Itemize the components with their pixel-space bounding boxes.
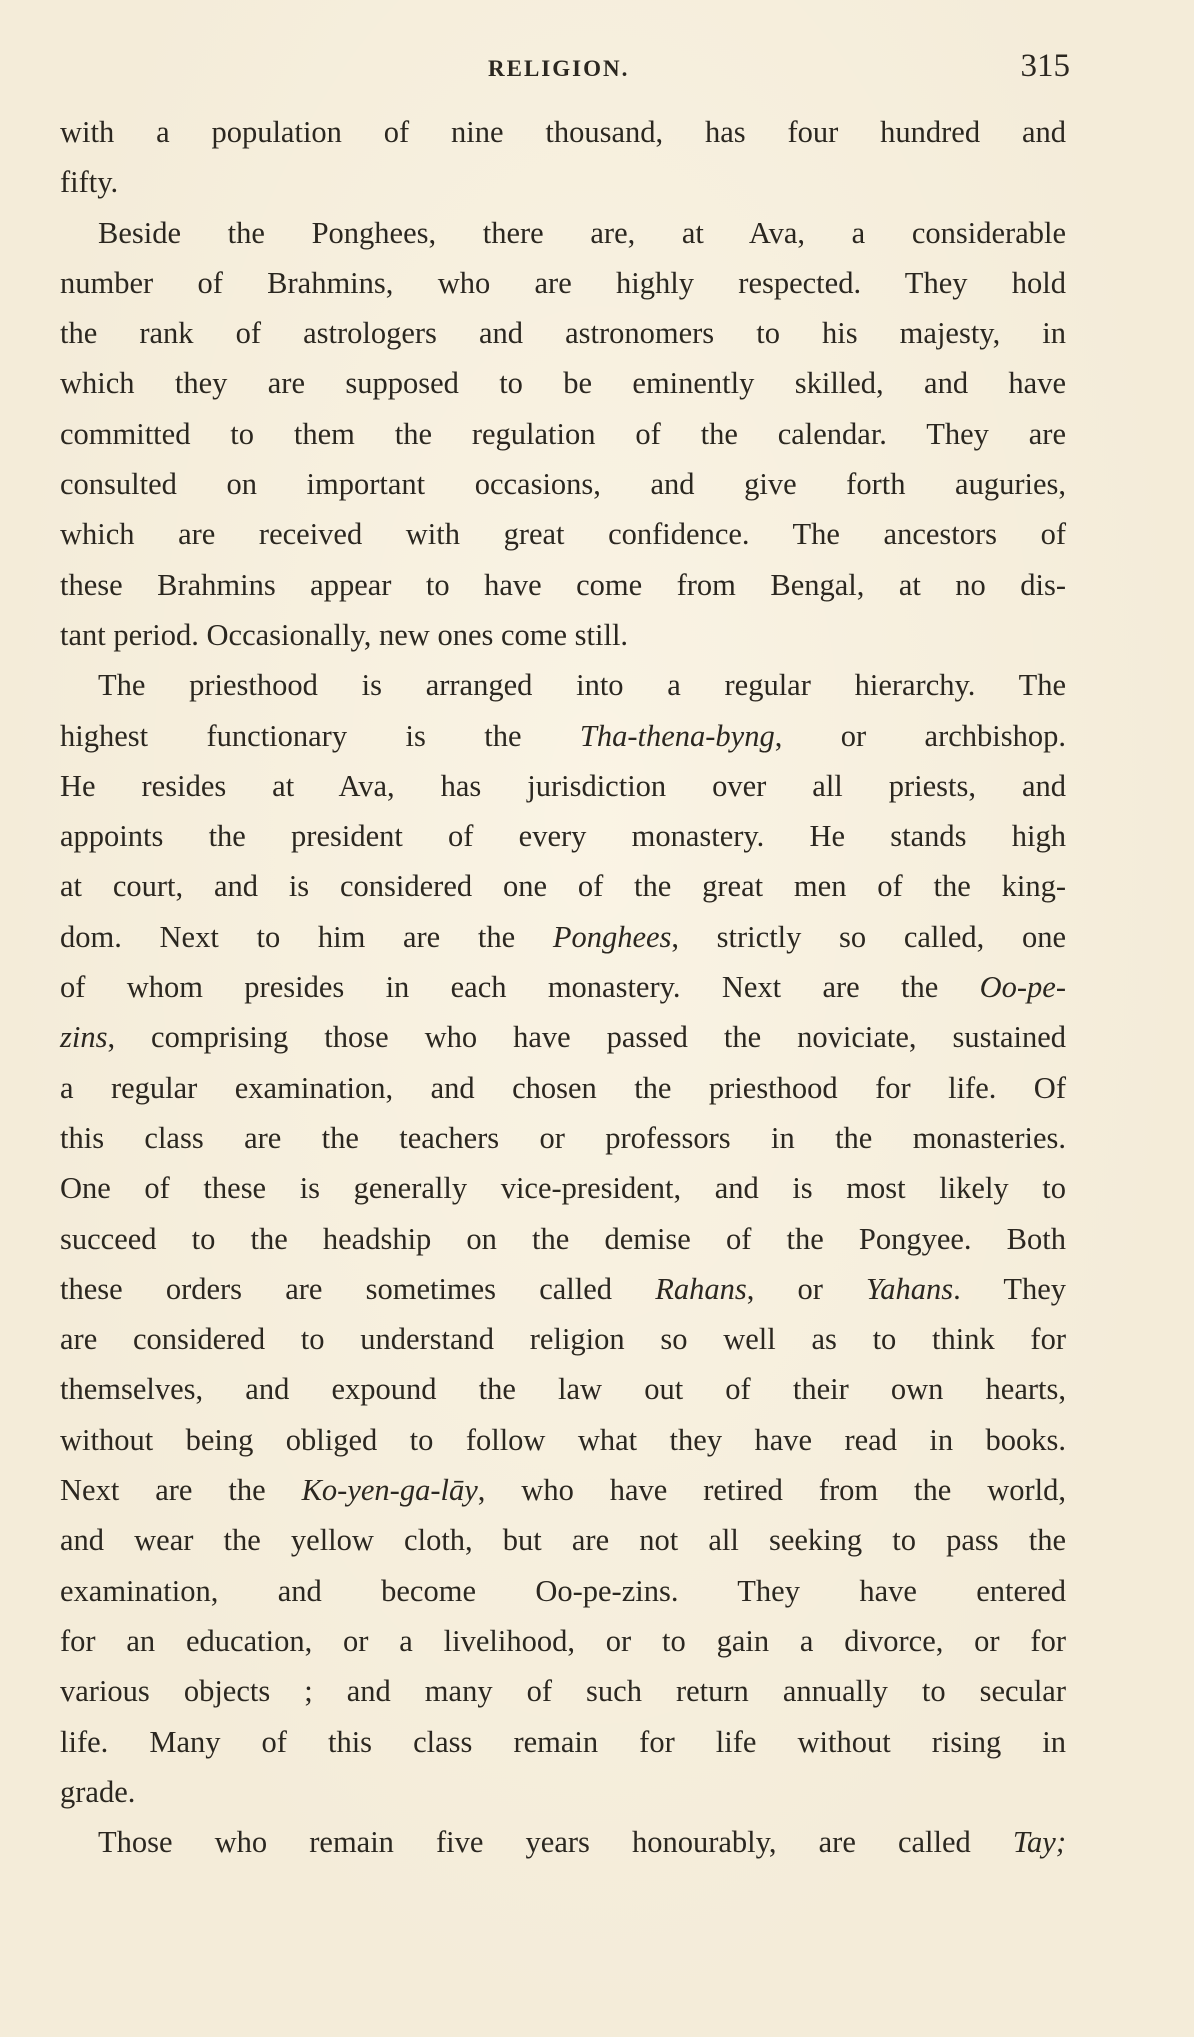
text-run: Next are the	[60, 1473, 302, 1508]
text-line	[60, 610, 1066, 660]
text-run: number of Brahmins, who are highly respected. They hold	[60, 265, 1066, 300]
text-run: , or archbishop.	[774, 718, 1066, 753]
text-run: this class are the teachers or professors in the monasteries.	[60, 1120, 1066, 1155]
text-run: at court, and is considered one of the great men of the king-	[60, 869, 1066, 904]
text-line	[60, 1767, 1066, 1817]
text-line	[60, 358, 1066, 408]
text-run: of whom presides in each monastery. Next are the	[60, 970, 980, 1005]
text-run: One of these is generally vice-president, and is most likely to	[60, 1171, 1066, 1206]
text-line	[60, 711, 1066, 761]
text-run: , who have retired from the world,	[477, 1473, 1066, 1508]
text-line	[60, 258, 1066, 308]
text-run: appoints the president of every monastery. He stands high	[60, 819, 1066, 854]
italic-term: Oo-pe-	[979, 970, 1066, 1005]
text-line	[60, 409, 1066, 459]
text-line	[60, 1666, 1066, 1716]
italic-term: Tha-thena-byng	[579, 718, 775, 753]
text-run: fifty.	[60, 165, 119, 200]
text-line	[60, 1314, 1066, 1364]
text-run: with a population of nine thousand, has four hundred and	[60, 115, 1066, 149]
text-line	[60, 157, 1066, 207]
italic-term: Tay;	[1012, 1825, 1066, 1860]
text-run: themselves, and expound the law out of their own hearts,	[60, 1372, 1066, 1407]
text-run: He resides at Ava, has jurisdiction over all priests, and	[60, 768, 1066, 803]
text-run: . They	[953, 1271, 1066, 1306]
italic-term: Yahans	[866, 1271, 954, 1306]
text-run: grade.	[60, 1774, 136, 1809]
text-run: , comprising those who have passed the noviciate, sustained	[107, 1020, 1066, 1055]
text-run: , or	[746, 1271, 867, 1306]
text-line	[60, 962, 1066, 1012]
running-head-title: RELIGION.	[488, 56, 630, 81]
text-line	[60, 459, 1066, 509]
text-run: various objects ; and many of such return annually to secular	[60, 1674, 1066, 1709]
text-line	[60, 308, 1066, 358]
text-line	[60, 912, 1066, 962]
text-run: which are received with great confidence. The ancestors of	[60, 517, 1066, 552]
body-text	[60, 107, 1066, 1867]
text-run: examination, and become Oo-pe-zins. They have entered	[60, 1573, 1066, 1608]
text-line	[60, 1063, 1066, 1113]
text-run: , strictly so called, one	[671, 919, 1066, 954]
text-run: which they are supposed to be eminently skilled, and have	[60, 366, 1066, 401]
text-line	[60, 208, 1066, 258]
italic-term: Ko-yen-ga-lāy	[301, 1473, 478, 1508]
text-line	[60, 1113, 1066, 1163]
text-line	[60, 861, 1066, 911]
text-run: dom. Next to him are the	[60, 919, 553, 954]
text-line	[60, 811, 1066, 861]
italic-term: zins	[60, 1020, 108, 1055]
text-run: these Brahmins appear to have come from Bengal, at no dis-	[60, 567, 1066, 602]
text-line	[60, 1214, 1066, 1264]
text-line	[60, 1515, 1066, 1565]
text-run: highest functionary is the	[60, 718, 580, 753]
text-run: the rank of astrologers and astronomers to his majesty, in	[60, 316, 1066, 351]
italic-term: Rahans	[655, 1271, 747, 1306]
page-number: 315	[1020, 48, 1070, 84]
text-run: and wear the yellow cloth, but are not all seeking to pass the	[60, 1523, 1066, 1558]
text-line	[60, 1465, 1066, 1515]
text-line	[60, 1264, 1066, 1314]
text-run: committed to them the regulation of the calendar. They are	[60, 416, 1066, 451]
text-run: these orders are sometimes called	[60, 1271, 656, 1306]
text-line	[60, 107, 1066, 157]
text-line	[60, 1415, 1066, 1465]
text-line	[60, 1817, 1066, 1867]
text-run: Those who remain five years honourably, are called	[98, 1825, 1013, 1860]
text-line	[60, 1717, 1066, 1767]
text-line	[60, 761, 1066, 811]
text-line	[60, 1163, 1066, 1213]
text-run: consulted on important occasions, and give forth auguries,	[60, 467, 1066, 502]
text-run: for an education, or a livelihood, or to gain a divorce, or for	[60, 1623, 1066, 1658]
text-line	[60, 660, 1066, 710]
text-line	[60, 1012, 1066, 1062]
text-line	[60, 560, 1066, 610]
text-run: a regular examination, and chosen the priesthood for life. Of	[60, 1070, 1066, 1105]
italic-term: Ponghees	[552, 919, 672, 954]
text-line	[60, 509, 1066, 559]
running-head	[60, 48, 1070, 92]
text-line	[60, 1616, 1066, 1666]
text-run: succeed to the headship on the demise of the Pongyee. Both	[60, 1221, 1066, 1256]
text-line	[60, 1566, 1066, 1616]
text-run: The priesthood is arranged into a regular hierarchy. The	[98, 668, 1066, 703]
text-run: are considered to understand religion so well as to think for	[60, 1322, 1066, 1357]
text-run: life. Many of this class remain for life without rising in	[60, 1724, 1066, 1759]
text-run: tant period. Occasionally, new ones come still.	[60, 617, 629, 652]
text-line	[60, 1364, 1066, 1414]
text-run: without being obliged to follow what they have read in books.	[60, 1422, 1066, 1457]
text-run: Beside the Ponghees, there are, at Ava, a considerable	[98, 215, 1066, 250]
